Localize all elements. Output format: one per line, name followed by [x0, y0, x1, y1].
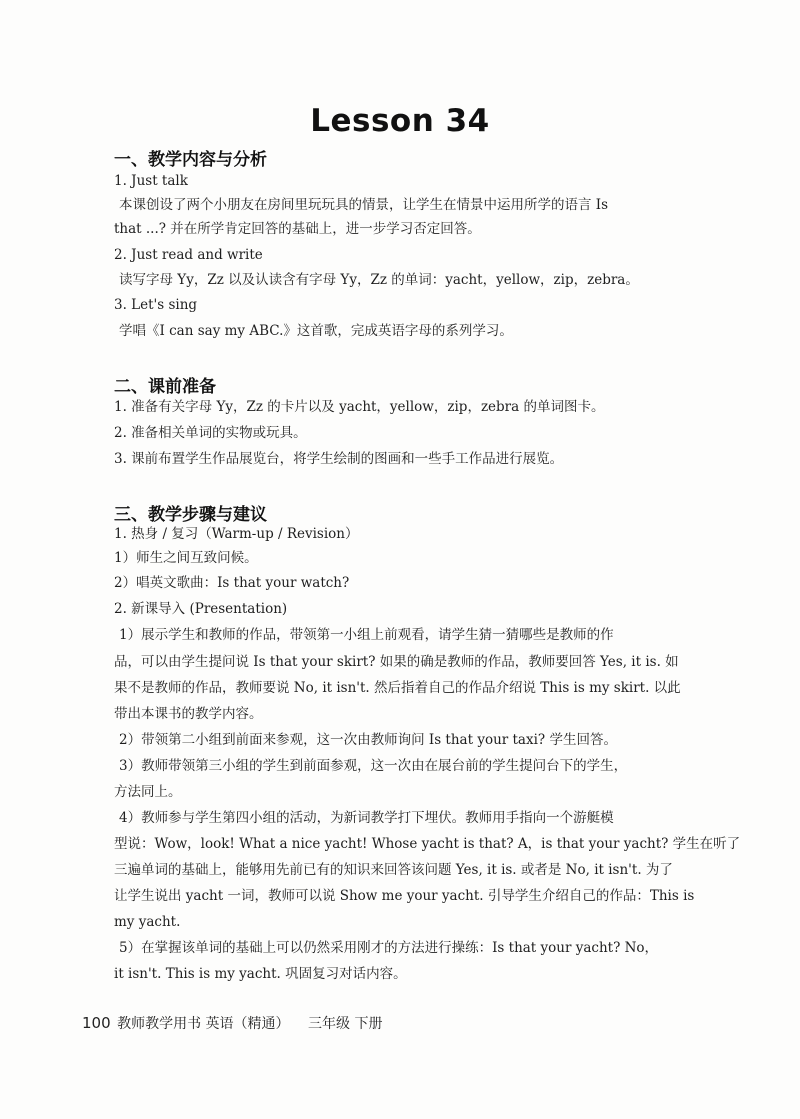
item1-text-line2: that ...? 并在所学肯定回答的基础上，进一步学习否定回答。	[114, 221, 481, 237]
para4-line1: 4）教师参与学生第四小组的活动，为新词教学打下埋伏。教师用手指向一个游艇模	[119, 810, 614, 826]
section1-heading: 一、教学内容与分析	[114, 150, 267, 170]
para5-line1: 5）在掌握该单词的基础上可以仍然采用刚才的方法进行操练：Is that your yacht? No，	[119, 940, 659, 956]
page-footer	[82, 1013, 382, 1033]
step2-title: 2. 新课导入 (Presentation)	[114, 601, 288, 617]
para2-line1: 2）带领第二小组到前面来参观，这一次由教师询问 Is that your taxi? 学生回答。	[119, 732, 617, 748]
prep-item-2: 2. 准备相关单词的实物或玩具。	[114, 425, 307, 441]
prep-item-1: 1. 准备有关字母 Yy，Zz 的卡片以及 yacht，yellow，zip，zebra 的单词图卡。	[114, 399, 605, 415]
grade-label: 三年级 下册	[308, 1016, 383, 1032]
para4-line3: 三遍单词的基础上，能够用先前已有的知识来回答该问题 Yes, it is. 或者是 No, it isn't. 为了	[114, 862, 673, 878]
page-number: 100	[82, 1014, 111, 1032]
section3-heading: 三、教学步骤与建议	[114, 505, 267, 525]
item2-text-line1: 读写字母 Yy，Zz 以及认读含有字母 Yy，Zz 的单词：yacht，yellow，zip，zebra。	[119, 272, 639, 288]
section2-heading: 二、课前准备	[114, 377, 216, 397]
step1-item-b: 2）唱英文歌曲：Is that your watch?	[114, 575, 350, 591]
step1-item-a: 1）师生之间互致问候。	[114, 550, 258, 566]
item2-title: 2. Just read and write	[114, 247, 263, 263]
item3-text-line1: 学唱《I can say my ABC.》这首歌，完成英语字母的系列学习。	[119, 323, 513, 339]
item1-text-line1: 本课创设了两个小朋友在房间里玩玩具的情景，让学生在情景中运用所学的语言 Is	[119, 197, 609, 213]
item3-title: 3. Let's sing	[114, 297, 198, 313]
para4-line2: 型说：Wow，look! What a nice yacht! Whose yacht is that? A，is that your yacht? 学生在听了	[114, 836, 741, 852]
para1-line1: 1）展示学生和教师的作品，带领第一小组上前观看，请学生猜一猜哪些是教师的作	[119, 627, 614, 643]
para5-line2: it isn't. This is my yacht. 巩固复习对话内容。	[114, 966, 407, 982]
para4-line4: 让学生说出 yacht 一词，教师可以说 Show me your yacht. 引导学生介绍自己的作品：This is	[114, 888, 695, 904]
step1-title: 1. 热身 / 复习（Warm-up / Revision）	[114, 526, 359, 542]
para1-line2: 品，可以由学生提问说 Is that your skirt? 如果的确是教师的作品，教师要回答 Yes, it is. 如	[114, 654, 679, 670]
para3-line2: 方法同上。	[114, 784, 182, 800]
para4-line5: my yacht.	[114, 914, 181, 930]
para1-line3: 果不是教师的作品，教师要说 No, it isn't. 然后指着自己的作品介绍说 This is my skirt. 以此	[114, 680, 681, 696]
book-title: 教师教学用书 英语（精通）	[117, 1016, 290, 1032]
lesson-title: Lesson 34	[310, 103, 490, 139]
para3-line1: 3）教师带领第三小组的学生到前面参观，这一次由在展台前的学生提问台下的学生，	[119, 758, 628, 774]
para1-line4: 带出本课书的教学内容。	[114, 706, 263, 722]
prep-item-3: 3. 课前布置学生作品展览台，将学生绘制的图画和一些手工作品进行展览。	[114, 451, 564, 467]
item1-title: 1. Just talk	[114, 173, 188, 189]
